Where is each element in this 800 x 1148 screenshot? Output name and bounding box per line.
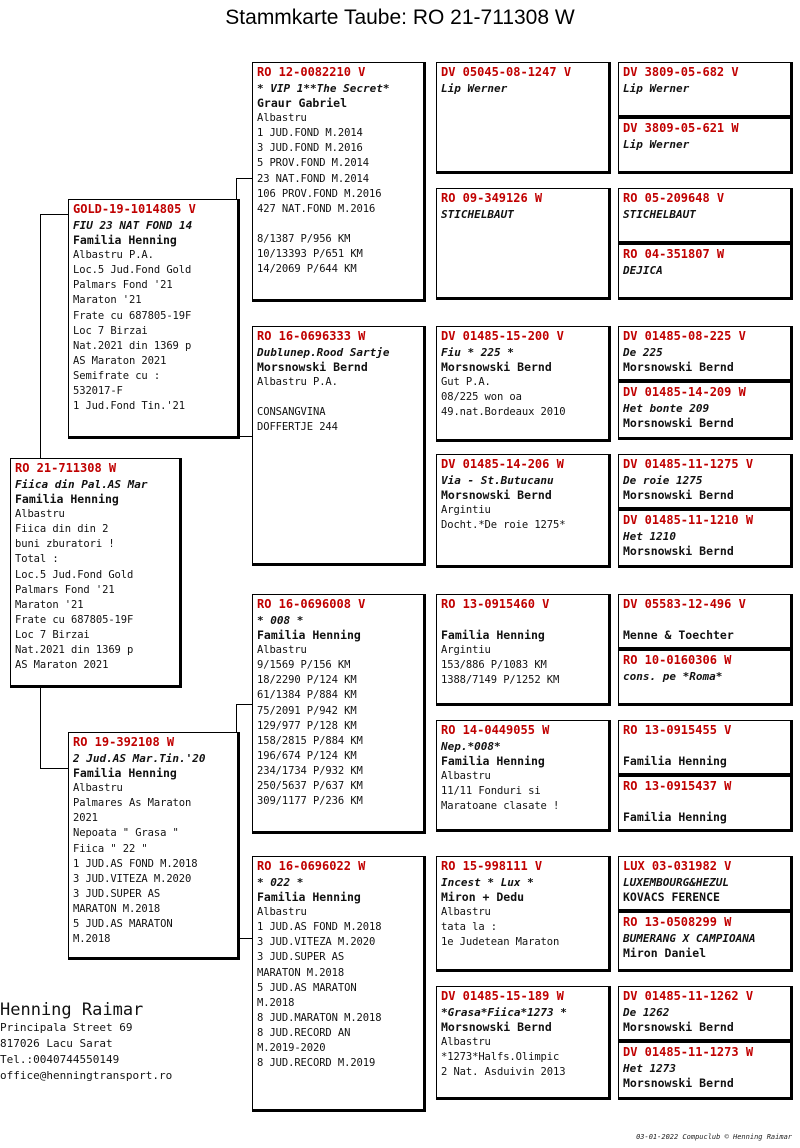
pigeon-name: STICHELBAUT — [623, 208, 696, 221]
info-line: Albastru — [441, 1036, 491, 1049]
pigeon-name: LUXEMBOURG&HEZUL — [623, 876, 729, 889]
pigeon-name — [441, 613, 604, 628]
pigeon-name: De 1262 — [623, 1006, 670, 1019]
ring-number: RO 13-0508299 W — [623, 915, 732, 929]
ring-number: RO 16-0696008 V — [257, 597, 366, 611]
ring-number: RO 13-0915455 V — [623, 723, 732, 737]
pigeon-name: BUMERANG X CAMPIOANA — [623, 932, 756, 945]
pedigree-card-dam-dam — [252, 856, 426, 1112]
pedigree-card-g6 — [618, 382, 793, 440]
pedigree-card-dam-sire — [252, 594, 426, 834]
breeder-address: Principala Street 69 — [0, 1021, 133, 1034]
ring-number: DV 01485-14-206 W — [441, 457, 564, 471]
info-line: 1 JUD.AS FOND M.2018 — [257, 921, 382, 934]
owner-name: Familia Henning — [73, 766, 177, 781]
pedigree-card-g7 — [618, 454, 793, 510]
owner-name: Familia Henning — [441, 628, 545, 643]
info-line: 8 JUD.MARATON M.2018 — [257, 1011, 382, 1024]
info-line: Palmares As Maraton — [73, 797, 192, 810]
pigeon-name: Het 1210 — [623, 530, 676, 543]
info-line: 196/674 P/124 KM — [257, 749, 357, 762]
pigeon-name — [623, 795, 786, 810]
owner-name: Familia Henning — [441, 754, 545, 769]
pedigree-card-sire-sire — [252, 62, 426, 302]
owner-name: Morsnowski Bernd — [623, 360, 734, 375]
info-line: 2021 — [73, 812, 98, 825]
info-line: 5 PROV.FOND M.2014 — [257, 157, 369, 170]
info-line: 61/1384 P/884 KM — [257, 689, 357, 702]
pedigree-card-dam — [68, 732, 240, 960]
ring-number: DV 01485-15-200 V — [441, 329, 564, 343]
breeder-name: Henning Raimar — [0, 1000, 144, 1020]
info-line: *1273*Halfs.Olimpic — [441, 1051, 560, 1064]
info-line: 2 Nat. Asduivin 2013 — [441, 1066, 566, 1079]
ring-number: DV 01485-11-1262 V — [623, 989, 754, 1003]
info-line — [257, 390, 419, 405]
pigeon-name: Lip Werner — [623, 138, 690, 151]
pigeon-name: Lip Werner — [623, 82, 690, 95]
pedigree-card-g4 — [618, 244, 793, 300]
ring-number: RO 12-0082210 V — [257, 65, 366, 79]
pigeon-name: STICHELBAUT — [441, 208, 514, 221]
info-line: 75/2091 P/942 KM — [257, 704, 357, 717]
ring-number: RO 14-0449055 W — [441, 723, 550, 737]
ring-number: DV 01485-11-1273 W — [623, 1045, 754, 1059]
info-line: Albastru — [257, 644, 307, 657]
info-line: 8/1387 P/956 KM — [257, 232, 351, 245]
info-line: MARATON M.2018 — [73, 902, 161, 915]
pedigree-card-g2 — [618, 118, 793, 174]
pedigree-card-sire — [68, 199, 240, 439]
info-line: 49.nat.Bordeaux 2010 — [441, 406, 566, 419]
info-line: Albastru P.A. — [257, 376, 338, 389]
pigeon-name: Het 1273 — [623, 1062, 676, 1075]
info-line: 3 JUD.SUPER AS — [73, 887, 161, 900]
ring-number: RO 19-392108 W — [73, 735, 175, 749]
pedigree-card-g3 — [618, 188, 793, 244]
pigeon-name: Via - St.Butucanu — [441, 474, 554, 487]
info-line: Albastru — [441, 770, 491, 783]
info-line: M.2019-2020 — [257, 1042, 326, 1055]
info-line: AS Maraton 2021 — [15, 659, 109, 672]
info-line: CONSANGVINA — [257, 406, 326, 419]
ring-number: RO 13-0915437 W — [623, 779, 732, 793]
owner-name: KOVACS FERENCE — [623, 890, 720, 905]
info-line: 11/11 Fonduri si — [441, 785, 541, 798]
pigeon-name: Fiu * 225 * — [441, 346, 514, 359]
pedigree-card-g5 — [618, 326, 793, 382]
pedigree-card-g15 — [618, 986, 793, 1042]
info-line: 23 NAT.FOND M.2014 — [257, 172, 369, 185]
pigeon-name — [623, 739, 786, 754]
info-line: AS Maraton 2021 — [73, 354, 167, 367]
info-line: 1 JUD.FOND M.2014 — [257, 127, 363, 140]
info-line: Fiica din din 2 — [15, 523, 109, 536]
ring-number: DV 01485-11-1210 W — [623, 513, 754, 527]
pedigree-card-dsd — [436, 720, 611, 832]
owner-name: Familia Henning — [15, 492, 119, 507]
pigeon-name: Nep.*008* — [441, 740, 501, 753]
info-line: MARATON M.2018 — [257, 966, 345, 979]
pedigree-card-sds — [436, 326, 611, 442]
info-line: 1388/7149 P/1252 KM — [441, 674, 560, 687]
info-line: 3 JUD.SUPER AS — [257, 951, 345, 964]
info-line: Nat.2021 din 1369 p — [73, 339, 192, 352]
owner-name: Familia Henning — [623, 810, 727, 825]
pigeon-name: * VIP 1**The Secret* — [257, 82, 390, 95]
pedigree-card-g1 — [618, 62, 793, 118]
info-line: 129/977 P/128 KM — [257, 719, 357, 732]
pigeon-name: Dublunep.Rood Sartje — [257, 346, 390, 359]
pedigree-card-g10 — [618, 650, 793, 706]
breeder-info — [0, 1000, 172, 1084]
ring-number: DV 05583-12-496 V — [623, 597, 746, 611]
info-line: Gut P.A. — [441, 376, 491, 389]
owner-name: Morsnowski Bernd — [623, 488, 734, 503]
breeder-phone: Tel.:0040744550149 — [0, 1053, 120, 1066]
pigeon-name: De roie 1275 — [623, 474, 703, 487]
pigeon-name: Incest * Lux * — [441, 876, 534, 889]
info-line: 1e Judetean Maraton — [441, 936, 560, 949]
pigeon-name: * 008 * — [257, 614, 304, 627]
owner-name: Morsnowski Bernd — [623, 1020, 734, 1035]
ring-number: DV 3809-05-621 W — [623, 121, 739, 135]
info-line: Argintiu — [441, 504, 491, 517]
ring-number: RO 09-349126 W — [441, 191, 543, 205]
info-line: Maraton '21 — [73, 294, 142, 307]
connector-line — [40, 688, 41, 768]
info-line: 14/2069 P/644 KM — [257, 263, 357, 276]
pedigree-card-g9 — [618, 594, 793, 650]
info-line: 1 Jud.Fond Tin.'21 — [73, 400, 185, 413]
owner-name: Menne & Toechter — [623, 628, 734, 643]
info-line: DOFFERTJE 244 — [257, 421, 338, 434]
pedigree-card-g13 — [618, 856, 793, 912]
ring-number: RO 04-351807 W — [623, 247, 725, 261]
ring-number: DV 3809-05-682 V — [623, 65, 739, 79]
pedigree-card-dds — [436, 856, 611, 972]
pedigree-card-dss — [436, 594, 611, 706]
owner-name: Familia Henning — [257, 628, 361, 643]
pigeon-name: 2 Jud.AS Mar.Tin.'20 — [73, 752, 206, 765]
connector-line — [236, 704, 252, 705]
info-line: Docht.*De roie 1275* — [441, 519, 566, 532]
pigeon-name: Lip Werner — [441, 82, 508, 95]
footer-credit: 03-01-2022 Compuclub © Henning Raimar — [636, 1133, 792, 1141]
info-line: Frate cu 687805-19F — [73, 309, 192, 322]
info-line: M.2018 — [73, 933, 111, 946]
ring-number: DV 01485-11-1275 V — [623, 457, 754, 471]
info-line: Albastru P.A. — [73, 249, 154, 262]
pedigree-card-ssd — [436, 188, 611, 300]
owner-name: Miron Daniel — [623, 946, 707, 961]
owner-name: Morsnowski Bernd — [441, 1020, 552, 1035]
owner-name: Graur Gabriel — [257, 96, 348, 111]
owner-name: Familia Henning — [623, 754, 727, 769]
info-line: 9/1569 P/156 KM — [257, 659, 351, 672]
info-line: Loc.5 Jud.Fond Gold — [15, 568, 134, 581]
connector-line — [40, 214, 41, 460]
info-line: 234/1734 P/932 KM — [257, 764, 363, 777]
pigeon-name: Het bonte 209 — [623, 402, 710, 415]
ring-number: DV 05045-08-1247 V — [441, 65, 572, 79]
info-line: Albastru — [257, 906, 307, 919]
info-line: 309/1177 P/236 KM — [257, 795, 363, 808]
info-line: 3 JUD.VITEZA M.2020 — [257, 936, 376, 949]
owner-name: Morsnowski Bernd — [257, 360, 368, 375]
pedigree-card-sdd — [436, 454, 611, 568]
owner-name: Morsnowski Bernd — [441, 360, 552, 375]
owner-name: Morsnowski Bernd — [441, 488, 552, 503]
ring-number: RO 10-0160306 W — [623, 653, 732, 667]
breeder-city: 817026 Lacu Sarat — [0, 1037, 113, 1050]
connector-line — [40, 768, 68, 769]
info-line: 5 JUD.AS MARATON — [73, 918, 173, 931]
info-line: M.2018 — [257, 996, 295, 1009]
ring-number: DV 01485-08-225 V — [623, 329, 746, 343]
pigeon-name: cons. pe *Roma* — [623, 670, 723, 683]
info-line: 5 JUD.AS MARATON — [257, 981, 357, 994]
info-line: Albastru — [441, 906, 491, 919]
pigeon-name: * 022 * — [257, 876, 304, 889]
info-line: Palmars Fond '21 — [73, 279, 173, 292]
connector-line — [236, 704, 237, 734]
ring-number: RO 21-711308 W — [15, 461, 117, 475]
ring-number: DV 01485-14-209 W — [623, 385, 746, 399]
pedigree-card-sss — [436, 62, 611, 174]
owner-name: Familia Henning — [73, 233, 177, 248]
info-line — [257, 217, 419, 232]
info-line: Albastru — [73, 782, 123, 795]
info-line: Frate cu 687805-19F — [15, 613, 134, 626]
info-line: buni zburatori ! — [15, 538, 115, 551]
ring-number: RO 05-209648 V — [623, 191, 725, 205]
info-line: 153/886 P/1083 KM — [441, 659, 547, 672]
pigeon-name: Fiica din Pal.AS Mar — [15, 478, 148, 491]
info-line: Nat.2021 din 1369 p — [15, 644, 134, 657]
ring-number: RO 16-0696333 W — [257, 329, 366, 343]
pigeon-name: DEJICA — [623, 264, 663, 277]
info-line: 10/13393 P/651 KM — [257, 248, 363, 261]
page-title: Stammkarte Taube: RO 21-711308 W — [225, 6, 575, 29]
pigeon-name: FIU 23 NAT FOND 14 — [73, 219, 193, 232]
info-line: 532017-F — [73, 385, 123, 398]
ring-number: DV 01485-15-189 W — [441, 989, 564, 1003]
info-line: Total : — [15, 553, 59, 566]
info-line: Albastru — [257, 112, 307, 125]
info-line: Argintiu — [441, 644, 491, 657]
pigeon-name — [623, 613, 786, 628]
ring-number: LUX 03-031982 V — [623, 859, 732, 873]
info-line: 8 JUD.RECORD AN — [257, 1026, 351, 1039]
connector-line — [236, 178, 252, 179]
breeder-email[interactable]: office@henningtransport.ro — [0, 1069, 173, 1082]
info-line: Nepoata " Grasa " — [73, 827, 179, 840]
info-line: 8 JUD.RECORD M.2019 — [257, 1057, 376, 1070]
ring-number: RO 15-998111 V — [441, 859, 543, 873]
ring-number: RO 13-0915460 V — [441, 597, 550, 611]
info-line: 3 JUD.FOND M.2016 — [257, 142, 363, 155]
info-line: 3 JUD.VITEZA M.2020 — [73, 872, 192, 885]
info-line: Maraton '21 — [15, 598, 84, 611]
owner-name: Morsnowski Bernd — [623, 544, 734, 559]
info-line: Loc 7 Birzai — [73, 324, 148, 337]
info-line: 08/225 won oa — [441, 391, 522, 404]
owner-name: Miron + Dedu — [441, 890, 525, 905]
pigeon-name: *Grasa*Fiica*1273 * — [441, 1006, 567, 1019]
pedigree-card-g16 — [618, 1042, 793, 1100]
info-line: Loc.5 Jud.Fond Gold — [73, 264, 192, 277]
owner-name: Morsnowski Bernd — [623, 416, 734, 431]
info-line: Albastru — [15, 508, 65, 521]
info-line: 106 PROV.FOND M.2016 — [257, 187, 382, 200]
info-line: Maratoane clasate ! — [441, 800, 560, 813]
info-line: 158/2815 P/884 KM — [257, 734, 363, 747]
pedigree-card-g14 — [618, 912, 793, 972]
pedigree-card-g8 — [618, 510, 793, 568]
info-line: 1 JUD.AS FOND M.2018 — [73, 857, 198, 870]
connector-line — [40, 214, 68, 215]
owner-name: Familia Henning — [257, 890, 361, 905]
info-line: 427 NAT.FOND M.2016 — [257, 202, 376, 215]
pigeon-name: De 225 — [623, 346, 663, 359]
pedigree-card-g12 — [618, 776, 793, 832]
info-line: Palmars Fond '21 — [15, 583, 115, 596]
pedigree-card-g11 — [618, 720, 793, 776]
info-line: Semifrate cu : — [73, 369, 161, 382]
info-line: Fiica " 22 " — [73, 842, 148, 855]
info-line: Loc 7 Birzai — [15, 628, 90, 641]
pedigree-card-ddd — [436, 986, 611, 1100]
info-line: 250/5637 P/637 KM — [257, 780, 363, 793]
ring-number: GOLD-19-1014805 V — [73, 202, 196, 216]
info-line: tata la : — [441, 921, 497, 934]
info-line: 18/2290 P/124 KM — [257, 674, 357, 687]
ring-number: RO 16-0696022 W — [257, 859, 366, 873]
owner-name: Morsnowski Bernd — [623, 1076, 734, 1091]
pedigree-card-sire-dam — [252, 326, 426, 566]
pedigree-card-main — [10, 458, 182, 688]
